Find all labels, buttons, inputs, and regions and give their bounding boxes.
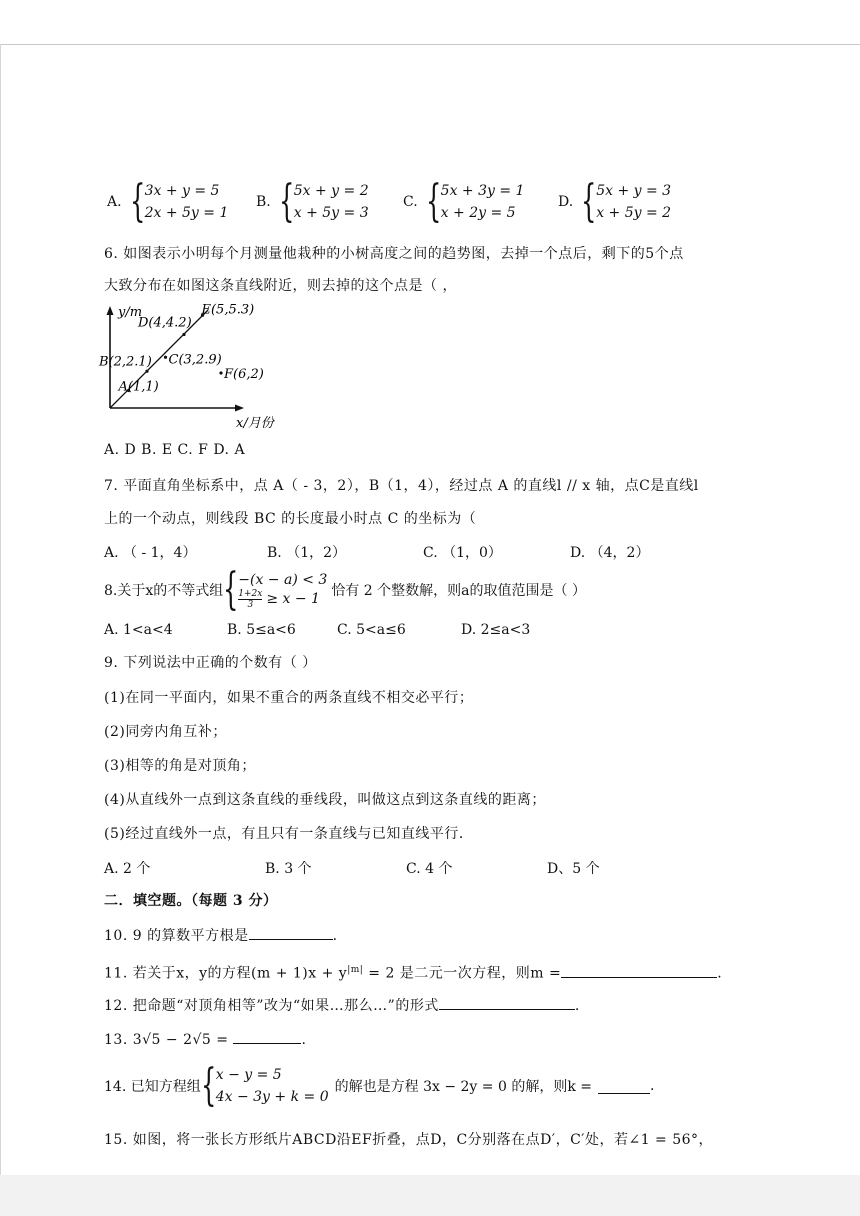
point-b [145,370,148,373]
q5-d-eq1: 5x + y = 3 [596,183,672,199]
q6-stem-line2: 大致分布在如图这条直线附近，则去掉的这个点是（ ， [104,278,457,294]
q5-option-c-label: C. [403,194,418,210]
q5-a-eq2: 2x + 5y = 1 [144,205,229,221]
q8-stem [104,564,586,615]
q6-options: A. D B. E C. F D. A [104,442,246,458]
q9-option-a: A. 2 个 [104,861,151,877]
q13-text: 13. 3√5 − 2√5 = [104,1032,229,1048]
q14-equation-2: 4x − 3y + k = 0 [215,1089,329,1105]
q15-stem: 15. 如图，将一张长方形纸片ABCD沿EF折叠，点D，C分别落在点D′，C′处，若∠1 = 56°， [104,1132,714,1148]
point-label: E(5,5.3) [201,302,255,318]
q9-option-d: D、5 个 [547,861,600,877]
q14-answer-blank[interactable] [598,1079,650,1094]
q9-statement-3: (3)相等的角是对顶角； [104,758,256,774]
q7-stem-line1: 7. 平面直角坐标系中，点 A（ - 3，2），B（1，4），经过点 A 的直线l // x 轴，点C是直线l [104,478,699,494]
brace: { [129,176,145,227]
brace: { [278,176,295,227]
q5-b-eq1: 5x + y = 2 [293,183,369,199]
q5-option-b [256,176,369,227]
q13-answer-blank[interactable] [233,1029,301,1044]
q9-stem: 9. 下列说法中正确的个数有（ ） [104,655,317,671]
q11-text2: = 2 是二元一次方程，则m = [363,965,562,982]
q5-d-eq2: x + 5y = 2 [596,205,672,221]
brace: { [200,1060,217,1111]
page-bottom-band [0,1175,860,1216]
q5-option-a [107,176,229,227]
q8-option-b: B. 5≤a<6 [227,622,296,638]
q8-fraction-numerator: 1+2x [238,588,263,599]
q8-prefix: 8.关于x的不等式组 [104,583,224,599]
q9-statement-1: (1)在同一平面内，如果不重合的两条直线不相交必平行； [104,690,474,706]
q7-option-a: A. （ - 1，4） [104,545,197,561]
q5-b-eq2: x + 5y = 3 [293,205,369,221]
q5-option-d-label: D. [558,194,574,210]
q11 [104,960,722,984]
q11-exponent: |m| [347,965,364,975]
q9-option-b: B. 3 个 [265,861,312,877]
q10-answer-blank[interactable] [249,925,333,940]
q7-option-c: C. （1，0） [423,545,502,561]
section-2-title: 二．填空题。（每题 3 分） [104,893,278,909]
q11-text: 11. 若关于x，y的方程(m + 1)x + y [104,965,348,982]
q12-end: . [574,998,580,1014]
q8-option-c: C. 5<a≤6 [337,622,406,638]
q14-prefix: 14. 已知方程组 [104,1079,201,1095]
q7-option-b: B. （1，2） [267,545,347,561]
brace: { [425,176,442,227]
point-label: C(3,2.9) [168,352,222,368]
q9-statement-4: (4)从直线外一点到这条直线的垂线段，叫做这点到这条直线的距离； [104,792,546,808]
q14-equation-1: x − y = 5 [215,1067,282,1083]
q14-end: . [649,1078,655,1094]
x-axis-arrow [235,405,244,412]
q11-answer-blank[interactable] [561,963,717,978]
q8-inequality-1: −(x − a) < 3 [238,571,328,588]
q8-option-a: A. 1<a<4 [104,622,173,638]
q10-end: . [332,928,338,944]
q6-stem-line1: 6. 如图表示小明每个月测量他栽种的小树高度之间的趋势图，去掉一个点后，剩下的5个点 [104,246,684,262]
q5-c-eq1: 5x + 3y = 1 [440,183,525,199]
q10-text: 10. 9 的算数平方根是 [104,928,249,944]
q8-suffix: 恰有 2 个整数解，则a的取值范围是（ ） [331,583,586,599]
x-axis-label: x/月份 [236,416,274,431]
q5-c-eq2: x + 2y = 5 [440,205,516,221]
q8-fraction-denominator: 3 [247,599,254,610]
point-c [164,356,167,359]
q5-a-eq1: 3x + y = 5 [144,183,220,199]
q12-text: 12. 把命题“对顶角相等”改为“如果…那么…”的形式 [104,998,439,1014]
y-axis-label: y/m [118,305,143,320]
point-f [219,371,222,374]
q9-option-c: C. 4 个 [406,861,453,877]
q9-statement-5: (5)经过直线外一点，有且只有一条直线与已知直线平行． [104,826,474,842]
point-label: A(1,1) [118,379,159,395]
q5-option-b-label: B. [256,194,271,210]
point-label: D(4,4.2) [138,315,192,331]
brace: { [223,564,239,615]
q5-option-d [558,176,672,227]
page-top-border [0,44,860,45]
q8-inequality-2: ≥ x − 1 [266,591,320,607]
q9-statement-2: (2)同旁内角互补； [104,724,227,740]
q12 [104,995,580,1016]
q13-end: . [301,1032,307,1048]
q14-suffix: 的解也是方程 3x − 2y = 0 的解，则k = [334,1079,592,1095]
trend-chart [88,302,288,432]
q5-option-c [403,176,525,227]
point-label: B(2,2.1) [99,354,152,370]
q7-stem-line2: 上的一个动点，则线段 BC 的长度最小时点 C 的坐标为（ [104,511,477,527]
q5-option-a-label: A. [107,194,122,210]
point-label: F(6,2) [224,367,264,382]
point-d [182,333,185,336]
q7-option-d: D. （4，2） [570,545,650,561]
q8-option-d: D. 2≤a<3 [461,622,531,638]
page-left-border [0,44,1,1216]
q12-answer-blank[interactable] [439,995,575,1010]
q11-end: . [717,965,723,982]
q13 [104,1029,306,1050]
q14 [104,1060,655,1111]
y-axis-arrow [107,306,114,315]
brace: { [581,176,597,227]
q10 [104,925,338,946]
